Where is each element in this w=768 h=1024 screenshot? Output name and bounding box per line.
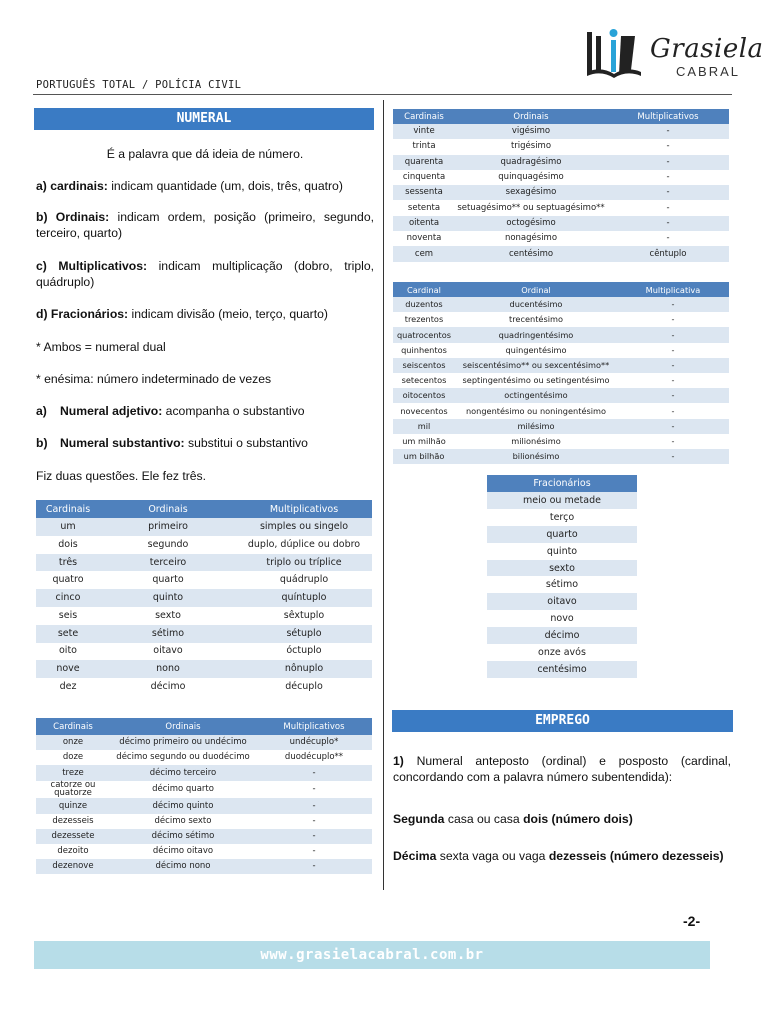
- table-cell: quadringentésimo: [455, 327, 617, 342]
- table-cell: -: [617, 449, 729, 464]
- table-row: [487, 661, 637, 678]
- enesima-note: * enésima: número indeterminado de vezes: [36, 372, 272, 386]
- table-cell: nonagésimo: [455, 231, 607, 246]
- table-row: [487, 593, 637, 610]
- item-text: indicam ordem, posição (primeiro, segundo, terceiro, quarto): [36, 210, 374, 240]
- table-cell: vinte: [393, 124, 455, 139]
- table-cell: quádruplo: [236, 571, 372, 589]
- table-cell: quarto: [487, 526, 637, 543]
- cardinals-table-4: [393, 282, 729, 464]
- table-cell: oitocentos: [393, 388, 455, 403]
- table-row: [393, 343, 729, 358]
- item-ordinais: [36, 209, 374, 241]
- table-cell: treze: [36, 765, 110, 780]
- table-row: [393, 358, 729, 373]
- table-cell: décimo primeiro ou undécimo: [110, 735, 256, 750]
- rule-1: [393, 753, 731, 785]
- table-row: [36, 750, 372, 765]
- numeral-substantivo: [36, 435, 374, 451]
- table-row: [36, 678, 372, 696]
- table-cell: -: [256, 798, 372, 813]
- table-cell: sétimo: [100, 625, 236, 643]
- table-row: [393, 124, 729, 139]
- column-header: Ordinal: [455, 282, 617, 297]
- table-cell: oitenta: [393, 216, 455, 231]
- table-row: [393, 155, 729, 170]
- table-cell: duodécuplo**: [256, 750, 372, 765]
- book-logo-icon: [583, 26, 645, 80]
- table-cell: -: [617, 327, 729, 342]
- table-cell: mil: [393, 419, 455, 434]
- table-cell: cinquenta: [393, 170, 455, 185]
- table-cell: -: [617, 343, 729, 358]
- text: acompanha o substantivo: [162, 404, 305, 418]
- table-cell: quinze: [36, 798, 110, 813]
- table-cell: dezessete: [36, 829, 110, 844]
- column-header: Cardinais: [36, 500, 100, 518]
- item-label: a) cardinais:: [36, 179, 108, 193]
- table-cell: décimo terceiro: [110, 765, 256, 780]
- table-cell: décuplo: [236, 678, 372, 696]
- table-cell: oitavo: [100, 643, 236, 661]
- table-row: [393, 200, 729, 215]
- item-label: d) Fracionários:: [36, 307, 129, 321]
- table-cell: terço: [487, 509, 637, 526]
- table-cell: -: [617, 419, 729, 434]
- table-cell: centésimo: [487, 661, 637, 678]
- example-word: dois (número dois): [523, 812, 633, 826]
- item-label: c) Multiplicativos:: [36, 259, 148, 273]
- table-cell: quinto: [100, 589, 236, 607]
- table-cell: quadragésimo: [455, 155, 607, 170]
- table-row: [36, 518, 372, 536]
- table-cell: segundo: [100, 536, 236, 554]
- column-header: Fracionários: [487, 475, 637, 492]
- table-cell: novo: [487, 610, 637, 627]
- table-cell: nongentésimo ou noningentésimo: [455, 403, 617, 418]
- prefix: b): [36, 436, 48, 450]
- example-text: Fiz duas questões. Ele fez três.: [36, 469, 207, 483]
- table-cell: centésimo: [455, 246, 607, 261]
- table-cell: três: [36, 554, 100, 572]
- table-row: [393, 327, 729, 342]
- table-row: [36, 571, 372, 589]
- table-row: [393, 388, 729, 403]
- table-cell: décimo nono: [110, 859, 256, 874]
- column-header: Multiplicativos: [236, 500, 372, 518]
- table-cell: milionésimo: [455, 434, 617, 449]
- table-row: [393, 246, 729, 261]
- table-cell: triplo ou tríplice: [236, 554, 372, 572]
- table-row: [393, 216, 729, 231]
- table-cell: décimo sétimo: [110, 829, 256, 844]
- table-row: [393, 139, 729, 154]
- label: Numeral substantivo:: [60, 436, 185, 450]
- page-number: -2-: [683, 913, 701, 929]
- table-cell: -: [607, 170, 729, 185]
- table-cell: ducentésimo: [455, 297, 617, 312]
- table-cell: nove: [36, 660, 100, 678]
- example-word: Décima: [393, 849, 437, 863]
- item-cardinais: [36, 178, 374, 194]
- table-row: [393, 373, 729, 388]
- table-row: [487, 492, 637, 509]
- table-cell: meio ou metade: [487, 492, 637, 509]
- table-cell: onze: [36, 735, 110, 750]
- table-cell: noventa: [393, 231, 455, 246]
- table-row: [36, 735, 372, 750]
- cardinals-table-2: [36, 718, 372, 874]
- table-cell: -: [617, 297, 729, 312]
- item-text: indicam divisão (meio, terço, quarto): [128, 307, 328, 321]
- label: Numeral adjetivo:: [60, 404, 163, 418]
- table-row: [36, 844, 372, 859]
- table-row: [487, 644, 637, 661]
- table-cell: nônuplo: [236, 660, 372, 678]
- column-header: Multiplicativa: [617, 282, 729, 297]
- column-header: Multiplicativos: [607, 109, 729, 124]
- table-row: [393, 170, 729, 185]
- table-cell: trinta: [393, 139, 455, 154]
- table-cell: sétuplo: [236, 625, 372, 643]
- example-1: [393, 811, 731, 827]
- column-header: Ordinais: [455, 109, 607, 124]
- column-header: Cardinal: [393, 282, 455, 297]
- table-cell: -: [256, 844, 372, 859]
- cardinals-table-1: [36, 500, 372, 696]
- table-cell: -: [256, 814, 372, 829]
- table-cell: um bilhão: [393, 449, 455, 464]
- table-cell: quarenta: [393, 155, 455, 170]
- table-cell: quingentésimo: [455, 343, 617, 358]
- table-cell: setuagésimo** ou septuagésimo**: [455, 200, 607, 215]
- table-row: [36, 765, 372, 780]
- table-cell: octingentésimo: [455, 388, 617, 403]
- table-cell: undécuplo*: [256, 735, 372, 750]
- table-cell: -: [607, 139, 729, 154]
- table-cell: décimo quarto: [110, 781, 256, 799]
- table-row: [487, 526, 637, 543]
- table-cell: oito: [36, 643, 100, 661]
- table-cell: -: [617, 312, 729, 327]
- example-word: dezesseis (número dezesseis): [548, 849, 724, 863]
- fractions-table: [487, 475, 637, 678]
- text: substitui o substantivo: [184, 436, 308, 450]
- table-cell: um: [36, 518, 100, 536]
- table-cell: setecentos: [393, 373, 455, 388]
- table-cell: quatrocentos: [393, 327, 455, 342]
- numeral-banner: NUMERAL: [34, 108, 374, 130]
- table-cell: -: [256, 765, 372, 780]
- table-cell: novecentos: [393, 403, 455, 418]
- ambos-note: * Ambos = numeral dual: [36, 340, 166, 354]
- table-cell: -: [607, 124, 729, 139]
- intro-text: É a palavra que dá ideia de número.: [106, 147, 304, 161]
- table-cell: sexagésimo: [455, 185, 607, 200]
- table-cell: octogésimo: [455, 216, 607, 231]
- table-row: [487, 610, 637, 627]
- table-row: [393, 312, 729, 327]
- table-cell: seiscentos: [393, 358, 455, 373]
- table-cell: doze: [36, 750, 110, 765]
- table-cell: trigésimo: [455, 139, 607, 154]
- table-cell: -: [617, 403, 729, 418]
- table-row: [36, 589, 372, 607]
- table-cell: trecentésimo: [455, 312, 617, 327]
- website-link[interactable]: www.grasielacabral.com.br: [34, 941, 710, 969]
- item-fracionarios: [36, 306, 374, 322]
- table-row: [393, 419, 729, 434]
- table-cell: cem: [393, 246, 455, 261]
- table-cell: dois: [36, 536, 100, 554]
- table-cell: septingentésimo ou setingentésimo: [455, 373, 617, 388]
- item-text: indicam multiplicação (dobro, triplo, quádruplo): [36, 259, 374, 289]
- brand-subtitle: CABRAL: [676, 64, 741, 79]
- table-row: [36, 859, 372, 874]
- table-cell: simples ou singelo: [236, 518, 372, 536]
- table-cell: sete: [36, 625, 100, 643]
- table-row: [36, 798, 372, 813]
- table-cell: dezenove: [36, 859, 110, 874]
- table-row: [487, 627, 637, 644]
- example-text: casa ou casa: [444, 812, 524, 826]
- column-header: Multiplicativos: [256, 718, 372, 735]
- table-cell: óctuplo: [236, 643, 372, 661]
- table-cell: quinto: [487, 543, 637, 560]
- column-header: Cardinais: [36, 718, 110, 735]
- table-cell: vigésimo: [455, 124, 607, 139]
- table-cell: -: [607, 155, 729, 170]
- table-cell: catorze ou quatorze: [36, 781, 110, 799]
- brand-name: Grasiela: [650, 34, 764, 64]
- rule-text: Numeral anteposto (ordinal) e posposto (cardinal, concordando com a palavra número subentendida):: [393, 754, 731, 784]
- item-label: b) Ordinais:: [36, 210, 110, 224]
- document-title: PORTUGUÊS TOTAL / POLÍCIA CIVIL: [36, 79, 242, 91]
- table-cell: bilionésimo: [455, 449, 617, 464]
- table-row: [36, 536, 372, 554]
- rule-number: 1): [393, 754, 404, 768]
- column-header: Cardinais: [393, 109, 455, 124]
- table-row: [36, 607, 372, 625]
- prefix: a): [36, 404, 47, 418]
- table-cell: sêxtuplo: [236, 607, 372, 625]
- numeral-adjetivo: [36, 403, 374, 419]
- example-text: sexta vaga ou vaga: [436, 849, 549, 863]
- table-row: [393, 434, 729, 449]
- table-cell: quinhentos: [393, 343, 455, 358]
- table-row: [36, 660, 372, 678]
- column-header: Ordinais: [110, 718, 256, 735]
- column-header: Ordinais: [100, 500, 236, 518]
- table-cell: cinco: [36, 589, 100, 607]
- table-cell: décimo oitavo: [110, 844, 256, 859]
- table-cell: -: [617, 373, 729, 388]
- table-cell: duplo, dúplice ou dobro: [236, 536, 372, 554]
- column-divider: [383, 100, 384, 890]
- table-cell: -: [607, 200, 729, 215]
- table-cell: um milhão: [393, 434, 455, 449]
- table-cell: quíntuplo: [236, 589, 372, 607]
- table-cell: seiscentésimo** ou sexcentésimo**: [455, 358, 617, 373]
- table-cell: décimo sexto: [110, 814, 256, 829]
- table-row: [487, 509, 637, 526]
- table-cell: -: [617, 388, 729, 403]
- table-row: [393, 231, 729, 246]
- table-cell: sessenta: [393, 185, 455, 200]
- table-cell: onze avós: [487, 644, 637, 661]
- table-cell: dezoito: [36, 844, 110, 859]
- table-row: [393, 185, 729, 200]
- example-2: [393, 848, 731, 864]
- table-cell: quinquagésimo: [455, 170, 607, 185]
- table-row: [36, 829, 372, 844]
- table-cell: décimo: [100, 678, 236, 696]
- table-cell: sexto: [487, 560, 637, 577]
- emprego-banner: EMPREGO: [392, 710, 733, 732]
- table-cell: -: [617, 434, 729, 449]
- example-word: Segunda: [393, 812, 445, 826]
- table-row: [36, 625, 372, 643]
- table-cell: duzentos: [393, 297, 455, 312]
- table-cell: -: [607, 185, 729, 200]
- table-row: [487, 543, 637, 560]
- header-divider: [33, 94, 732, 95]
- table-cell: milésimo: [455, 419, 617, 434]
- table-cell: décimo quinto: [110, 798, 256, 813]
- table-cell: décimo: [487, 627, 637, 644]
- table-row: [487, 576, 637, 593]
- table-row: [36, 554, 372, 572]
- table-cell: seis: [36, 607, 100, 625]
- item-text: indicam quantidade (um, dois, três, quatro): [107, 179, 343, 193]
- table-row: [393, 297, 729, 312]
- table-cell: -: [617, 358, 729, 373]
- table-row: [393, 403, 729, 418]
- table-cell: primeiro: [100, 518, 236, 536]
- table-row: [36, 781, 372, 799]
- table-cell: -: [256, 781, 372, 799]
- table-row: [393, 449, 729, 464]
- table-cell: trezentos: [393, 312, 455, 327]
- table-cell: setenta: [393, 200, 455, 215]
- table-cell: quarto: [100, 571, 236, 589]
- table-cell: -: [256, 829, 372, 844]
- table-cell: terceiro: [100, 554, 236, 572]
- cardinals-table-3: [393, 109, 729, 262]
- table-row: [36, 643, 372, 661]
- table-cell: -: [607, 231, 729, 246]
- table-cell: -: [607, 216, 729, 231]
- table-cell: dez: [36, 678, 100, 696]
- item-multiplicativos: [36, 258, 374, 290]
- table-row: [487, 560, 637, 577]
- table-cell: sexto: [100, 607, 236, 625]
- table-cell: oitavo: [487, 593, 637, 610]
- table-cell: quatro: [36, 571, 100, 589]
- table-cell: sétimo: [487, 576, 637, 593]
- table-cell: dezesseis: [36, 814, 110, 829]
- table-cell: cêntuplo: [607, 246, 729, 261]
- table-cell: -: [256, 859, 372, 874]
- table-cell: décimo segundo ou duodécimo: [110, 750, 256, 765]
- table-row: [36, 814, 372, 829]
- table-cell: nono: [100, 660, 236, 678]
